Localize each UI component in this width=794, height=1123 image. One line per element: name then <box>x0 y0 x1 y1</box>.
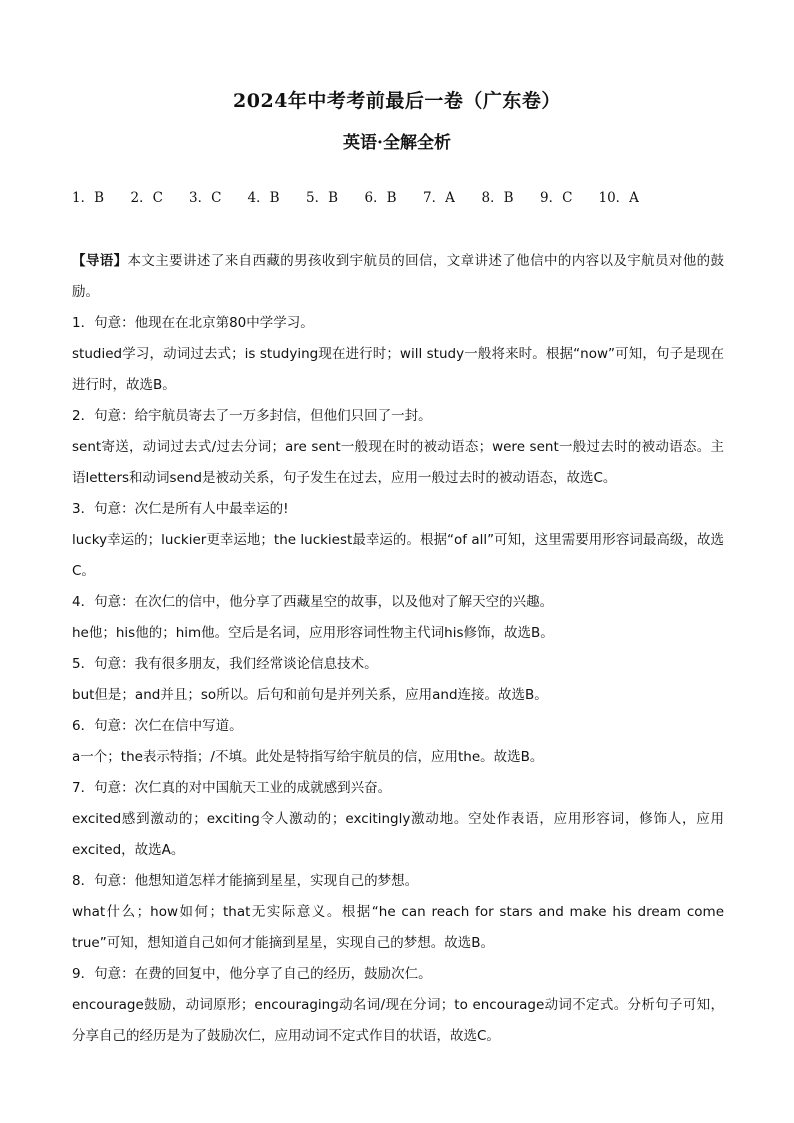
answer-item: 10．A <box>598 190 639 206</box>
item-explanation: what什么；how如何；that无实际意义。根据“he can reach for stars and make his dream come true”可知，想知道自己如何才能摘到星星，实现自己的梦想。故选B。 <box>72 904 724 951</box>
answer-item: 5．B <box>306 190 339 206</box>
item-explanation: studied学习，动词过去式；is studying现在进行时；will study一般将来时。根据“now”可知，句子是现在进行时，故选B。 <box>72 346 724 393</box>
item-meaning: 6．句意：次仁在信中写道。 <box>72 718 243 734</box>
analysis-body <box>72 246 724 1052</box>
item-explanation: but但是；and并且；so所以。后句和前句是并列关系，应用and连接。故选B。 <box>72 687 548 703</box>
answer-item: 4．B <box>247 190 280 206</box>
item-meaning: 9．句意：在费的回复中，他分享了自己的经历，鼓励次仁。 <box>72 966 432 982</box>
item-explanation: he他；his他的；him他。空后是名词，应用形容词性物主代词his修饰，故选B。 <box>72 625 554 641</box>
item-explanation: excited感到激动的；exciting令人激动的；excitingly激动地。空处作表语，应用形容词，修饰人，应用excited，故选A。 <box>72 811 724 858</box>
answer-item: 8．B <box>481 190 514 206</box>
intro-paragraph <box>72 246 724 308</box>
document-subtitle: 英语·全解全析 <box>343 133 451 153</box>
document-title: 2024年中考考前最后一卷（广东卷） <box>233 90 561 112</box>
answer-key <box>72 186 657 206</box>
intro-text: 本文主要讲述了来自西藏的男孩收到宇航员的回信，文章讲述了他信中的内容以及宇航员对他的鼓励。 <box>72 253 725 300</box>
answer-item: 6．B <box>364 190 397 206</box>
answer-item: 2．C <box>130 190 163 206</box>
item-meaning: 7．句意：次仁真的对中国航天工业的成就感到兴奋。 <box>72 780 392 796</box>
item-meaning: 8．句意：他想知道怎样才能摘到星星，实现自己的梦想。 <box>72 873 419 889</box>
answer-item: 7．A <box>423 190 455 206</box>
item-explanation: lucky幸运的；luckier更幸运地；the luckiest最幸运的。根据“of all”可知，这里需要用形容词最高级，故选C。 <box>72 532 724 579</box>
item-explanation: sent寄送，动词过去式/过去分词；are sent一般现在时的被动语态；were sent一般过去时的被动语态。主语letters和动词send是被动关系，句子发生在过去，应用一般过去时的被动语态，故选C。 <box>72 439 724 486</box>
answer-item: 1．B <box>72 190 105 206</box>
item-meaning: 2．句意：给宇航员寄去了一万多封信，但他们只回了一封。 <box>72 408 432 424</box>
item-meaning: 1．句意：他现在在北京第80中学学习。 <box>72 315 314 331</box>
answer-item: 9．C <box>540 190 573 206</box>
item-meaning: 3．句意：次仁是所有人中最幸运的! <box>72 501 289 517</box>
answer-item: 3．C <box>189 190 222 206</box>
item-explanation: encourage鼓励，动词原形；encouraging动名词/现在分词；to encourage动词不定式。分析句子可知，分享自己的经历是为了鼓励次仁，应用动词不定式作目的状语，故选C。 <box>72 997 724 1044</box>
item-meaning: 4．句意：在次仁的信中，他分享了西藏星空的故事，以及他对了解天空的兴趣。 <box>72 594 554 610</box>
item-explanation: a一个；the表示特指；/不填。此处是特指写给宇航员的信，应用the。故选B。 <box>72 749 544 765</box>
item-meaning: 5．句意：我有很多朋友，我们经常谈论信息技术。 <box>72 656 378 672</box>
intro-tag: 【导语】 <box>72 253 128 269</box>
